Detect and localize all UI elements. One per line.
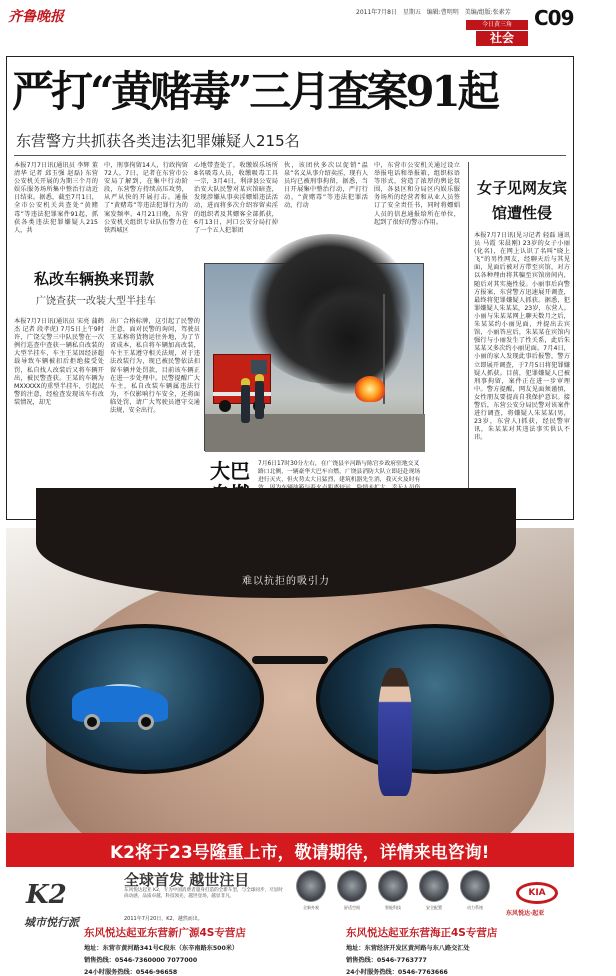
dealer-haizheng: [346, 925, 616, 976]
ad-photo: [6, 528, 574, 833]
fire-flame: [355, 376, 385, 402]
feature-thumbnail: [419, 870, 449, 902]
right-story-text: 本报7月7日讯(见习记者 轻磊 通讯员 马霞 宋晨刚) 23岁的女子小丽(化名)，在网上认识了名叫“晓上飞”的男性网友，经聊天后与其见面，见面后被对方带至宾馆，对方以各种理由将其骗至宾馆房间内，随后对其实施性侵。小丽事后向警方报案，东营警方迅速展开调查，最终将犯罪嫌疑人抓获。据悉，犯罪嫌疑人朱某某，23岁，东营人。小丽与朱某某网上聊天数月之后，朱某某约小丽见面，并提出去宾馆，小丽答应后，朱某某在宾馆内强行与小丽发生了性关系，此后朱某某又多次约小丽见面。7月4日，小丽的家人发现此事后报警，警方立即展开调查，于7月5日将犯罪嫌疑人抓获。目前，犯罪嫌疑人已被刑事拘留，案件正在进一步审理中。警方提醒，网友见面须谨慎，女性朋友要提高自我保护意识。接警后，东营公安分局民警对该案件进行调查，将嫌疑人朱某某(男，23岁，东营人)抓获，经民警审讯，朱某某对其违法事实供认不讳。: [474, 232, 570, 442]
feature-thumbnail: [460, 870, 490, 902]
page-number: C09: [534, 6, 574, 30]
launch-date: 2011年7月20日，K2，越然而出。: [124, 916, 203, 922]
road: [205, 414, 425, 452]
feature-thumbnail-label: 智能科技: [385, 905, 401, 910]
left-story-col-1: 本报7月7日讯(通讯员 宋亮 蒲鹤杰 记者 段孝虎) 7月5日上午9时许，广饶交警三中队民警在一次例行巡查中查获一辆私自改装的大型半挂车，车主王某因经济超载导致车辆被扣后拒绝接受处罚，私自找人改装后又将车辆开出，被民警查获。王某的车辆为MXXXXX的重型半挂车，引起民警的注意，经检查发现该车有改装情况，却无: [14, 318, 104, 406]
dealer-xinguangyuan: [84, 925, 354, 976]
headline-rule: [14, 155, 566, 156]
editor-credit: 编辑:曹明明: [426, 9, 459, 16]
issue-meta: [356, 7, 515, 16]
car-wheel: [84, 714, 100, 730]
feature-thumbnail-label: 安全配置: [426, 905, 442, 910]
left-story-subhead: 广饶查获一改装大型半挂车: [36, 296, 156, 307]
dealer-name: 东风悦达起亚东营新广源4S专营店: [84, 927, 246, 939]
section-name: 社会: [476, 31, 528, 46]
designer-credit: 美编/组版:张素芳: [464, 9, 511, 16]
ad-banner-text: K2将于23号隆重上市，敬请期待，详情来电咨询!: [110, 843, 490, 863]
fire-truck-wheel: [219, 400, 231, 412]
main-story-col-5: 中，东营市公安机关通过设立举报电话和举报箱，组织标语等形式，营造了浓厚的舆论氛围，各县区和分局区内娱乐服务场所的经营者和从业人员签订了安全责任书，同时将嫖娼人员的信息通报给所在单位，起到了很好的警示作用。: [374, 162, 460, 226]
feature-thumbnail-label: 动力系统: [467, 905, 483, 910]
main-headline: 严打“黄赌毒”三月查案91起: [12, 67, 497, 116]
left-story-col-2: 出厂合格标牌，这引起了民警的注意，面对民警的询问，驾驶员王某称将货物运往外地，为了节省成本，私自将车辆加高改装，车主王某遵守相关法规，对于违法改装行为，现已被民警依法扣留车辆并处罚款，目前该车辆正在进一步处理中。民警提醒广大车主，私自改装车辆属违法行为，不仅影响行车安全，还将面临处罚，请广大驾驶员遵守交通法规，安全出行。: [110, 318, 200, 415]
dealer-hotline[interactable]: 销售热线：0546-7763777: [346, 957, 427, 964]
feature-thumbnail: [337, 870, 367, 902]
photo-caption: 7月6日17时30分左右，在广饶县辛河路与陈官乡政府驻地交叉路口北侧，一辆豪华大巴车自燃，广饶县消防大队立即赶赴现场进行灭火，但火势太大且猛烈，建筑机器先生消，我灭火及时有: [258, 461, 421, 483]
firefighter: [255, 381, 264, 419]
main-story-col-4: 伙，该团伙多次以促销“温泉”名义从事介绍卖淫，现有人员均已被刑事拘留，据悉，当日开展集中整治行动，严打行动，“黄赌毒”等违法犯罪活动，行动: [284, 162, 368, 210]
launch-headline: 全球首发 越世注目: [124, 871, 250, 889]
newspaper-logo: 齐鲁晚报: [8, 9, 64, 25]
main-story-col-2: 中，刑事拘留14人，行政拘留72人。7日，记者在东营市公安局了解到，在集中行动阶段，东营警方持续高压攻势，从严从快的开展打击。通报了“黄赌毒”等违法犯罪行为的案发频率，4月21日晚，东营公安机关组织专业队伍警力在铁西城区: [104, 162, 188, 234]
main-story-col-3: 心地带查处了，收缴娱乐场所8名吸毒人员，收缴吸毒工具一宗，3月4日，利津县公安局治安大队民警对某宾馆暗查，发现涉嫌从事卖淫嫖娼违法活动，进而将多次介绍容留卖淫的组织者及其嫖客全部抓获，6月13日，河口公安分局打掉了一个五人犯罪团: [194, 162, 278, 234]
launch-description: 东风悦达起亚 K2，专为中国消费者量身打造的全新车型，与全球同步，尽显时尚动感，品质卓越，科技领先，越世登场，越显非凡。: [124, 888, 283, 899]
main-story-col-1: 本报7月7日讯(通讯员 李辉 董清华 记者 邱玉强 赵磊) 东营公安机关开展的为期三个月的娱乐服务场所集中整治行动近日结束。据悉，截至7月1日，全市公安机关共查处“黄赌毒”等违法犯罪案件91起，抓获各类违法犯罪嫌疑人215人，共: [14, 162, 98, 234]
firefighter-helmet: [241, 378, 250, 385]
right-sunglass-lens: [316, 624, 554, 774]
feature-thumbnail-label: 舒适空间: [344, 905, 360, 910]
dealer-service-line[interactable]: 24小时服务热线：0546-7763666: [346, 969, 448, 976]
firefighter-helmet: [255, 374, 264, 381]
feature-thumbnail-label: 全新外观: [303, 905, 319, 910]
left-story-headline: 私改车辆换来罚款: [34, 270, 155, 288]
firefighter: [241, 385, 250, 423]
kia-logo: KIA: [516, 882, 558, 904]
feature-thumbnail: [296, 870, 326, 902]
feature-thumbnail: [378, 870, 408, 902]
sunglass-bridge: [252, 656, 328, 664]
woman-reflection: [378, 668, 412, 796]
smoke-cloud: [295, 284, 405, 394]
bus-fire-photo: [204, 263, 424, 451]
right-story-headline: 女子见网友宾馆遭性侵: [476, 179, 567, 222]
k2-tagline: 城市悦行派: [24, 916, 79, 929]
dealer-hotline[interactable]: 销售热线：0546-7360000 7077000: [84, 957, 198, 964]
k2-logo: K2: [26, 880, 67, 910]
car-wheel: [138, 714, 154, 730]
dealer-name: 东风悦达起亚东营海正4S专营店: [346, 927, 498, 939]
ad-slogan: 难以抗拒的吸引力: [242, 576, 330, 587]
photo-title: 大巴: [210, 459, 250, 483]
dealer-service-line[interactable]: 24小时服务热线：0546-96658: [84, 969, 178, 976]
kia-brand-name: 东风悦达·起亚: [506, 910, 545, 917]
dealer-address: 地址：东营经济开发区黄河路与东八路交汇处: [346, 945, 470, 952]
fire-truck-window: [251, 360, 267, 374]
dealer-address: 地址：东营市黄河路341号C段东（东辛南路东500米）: [84, 945, 239, 952]
main-subhead: 东营警方共抓获各类违法犯罪嫌疑人215名: [16, 132, 300, 150]
issue-weekday: 星期五: [402, 9, 421, 16]
masthead: [0, 0, 580, 48]
k2-advertisement[interactable]: [6, 528, 574, 976]
issue-date: 2011年7月8日: [356, 9, 397, 16]
section-tab: 今日黄三角: [466, 20, 528, 30]
